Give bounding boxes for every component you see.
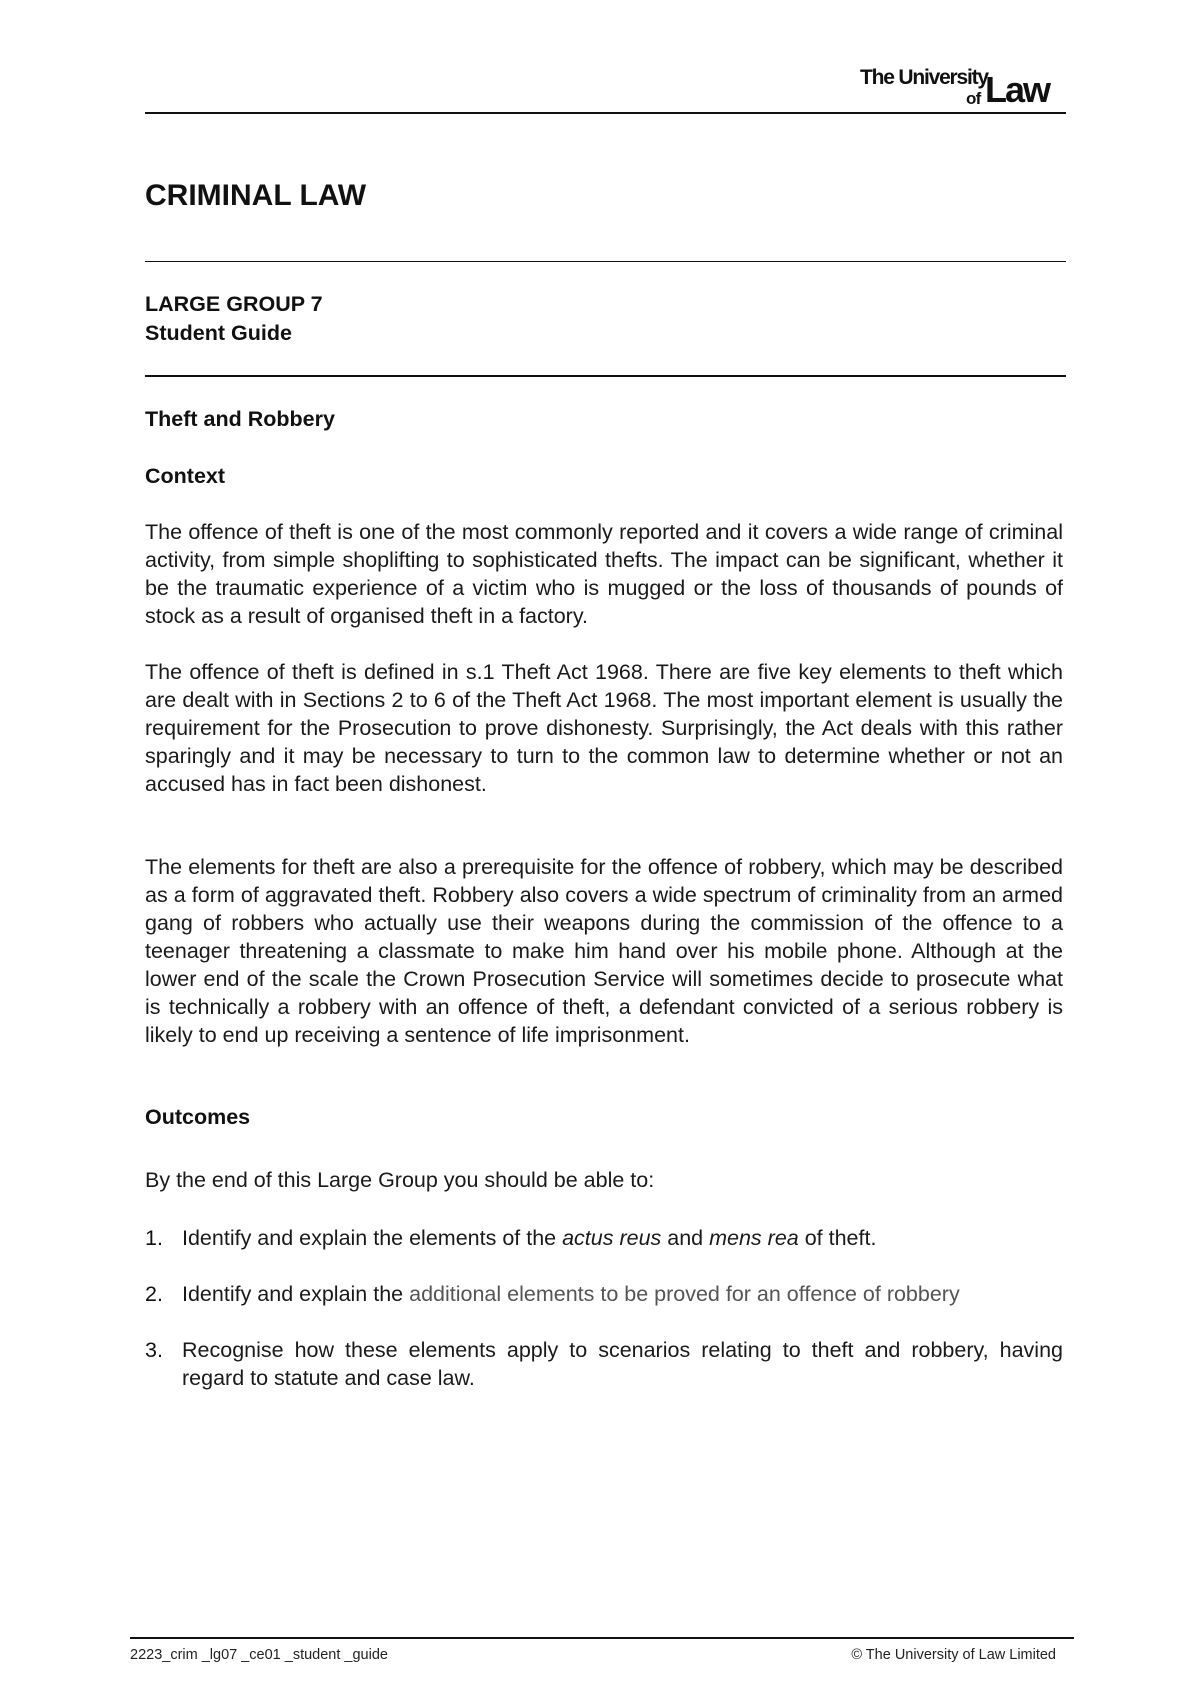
footer-document-code: 2223_crim _lg07 _ce01 _student _guide xyxy=(130,1647,388,1663)
outcome-1-actus-reus: actus reus xyxy=(562,1226,662,1250)
context-heading: Context xyxy=(145,464,226,488)
title-divider xyxy=(145,261,1066,262)
outcome-2 xyxy=(182,1280,1063,1308)
outcome-2-number: 2. xyxy=(145,1282,163,1306)
group-divider xyxy=(145,375,1066,377)
outcome-2-text-b: additional elements to be proved for an offence of robbery xyxy=(409,1282,960,1306)
guide-label: Student Guide xyxy=(145,321,292,345)
context-paragraph-1: The offence of theft is one of the most commonly reported and it covers a wide range of criminal activity, from simple shoplifting to sophisticated thefts. The impact can be significant, whether it be the traumatic experience of a victim who is mugged or the loss of thousands of pounds of stock as a result of organised theft in a factory. xyxy=(145,520,1063,628)
outcome-1 xyxy=(182,1224,1063,1252)
outcome-1-pre: Identify and explain the elements of the xyxy=(182,1226,563,1250)
outcome-3: Recognise how these elements apply to scenarios relating to theft and robbery, having regard to statute and case law. xyxy=(182,1338,1063,1390)
outcome-1-number: 1. xyxy=(145,1226,163,1250)
group-label: LARGE GROUP 7 xyxy=(145,292,323,316)
topic-heading: Theft and Robbery xyxy=(145,407,335,431)
outcome-1-post: of theft. xyxy=(798,1226,877,1250)
logo-of: of xyxy=(966,89,981,108)
logo-line1: The University xyxy=(860,66,988,89)
context-paragraph-2: The offence of theft is defined in s.1 Theft Act 1968. There are five key elements to theft which are dealt with in Sections 2 to 6 of the Theft Act 1968. The most important element is usually the requirement for the Prosecution to prove dishonesty. Surprisingly, the Act deals with this rather sparingly and it may be necessary to turn to the common law to determine whether or not an accused has in fact been dishonest. xyxy=(145,660,1063,796)
outcome-1-mid: and xyxy=(661,1226,710,1250)
outcome-1-mens-rea: mens rea xyxy=(709,1226,799,1250)
document-title: CRIMINAL LAW xyxy=(145,179,367,212)
outcome-2-text-a: Identify and explain the xyxy=(182,1282,410,1306)
logo-law: Law xyxy=(985,69,1050,110)
university-logo xyxy=(856,64,1066,110)
outcomes-intro: By the end of this Large Group you should be able to: xyxy=(145,1168,655,1192)
footer-copyright: © The University of Law Limited xyxy=(851,1647,1056,1663)
context-paragraph-3: The elements for theft are also a prerequisite for the offence of robbery, which may be described as a form of aggravated theft. Robbery also covers a wide spectrum of criminality from an armed gang of robbers who actually use their weapons during the commission of the offence to a teenager threatening a classmate to make him hand over his mobile phone. Although at the lower end of the scale the Crown Prosecution Service will sometimes decide to prosecute what is technically a robbery with an offence of theft, a defendant convicted of a serious robbery is likely to end up receiving a sentence of life imprisonment. xyxy=(145,855,1063,1047)
header-divider xyxy=(145,112,1066,114)
outcomes-heading: Outcomes xyxy=(145,1105,251,1129)
outcome-3-number: 3. xyxy=(145,1338,163,1362)
footer-divider xyxy=(130,1637,1074,1639)
